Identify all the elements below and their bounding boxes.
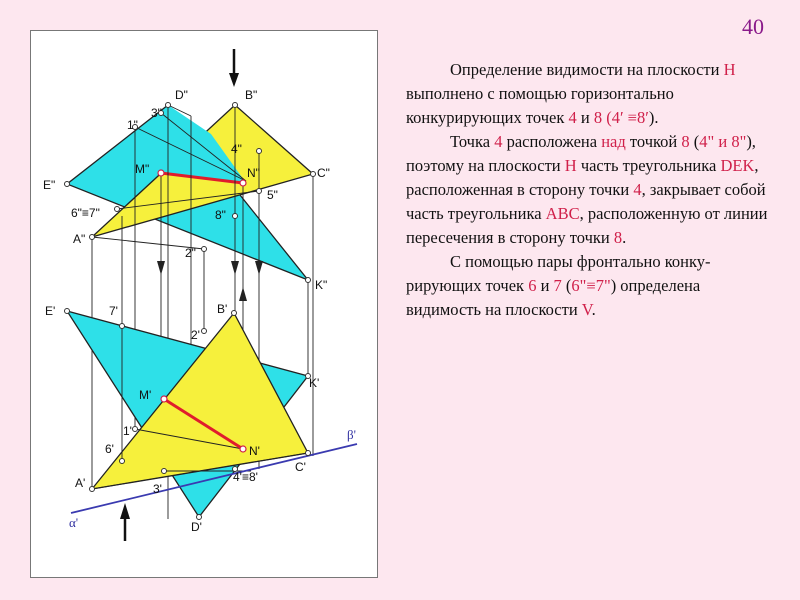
label-m-top: M': [139, 388, 152, 402]
label-a-top: A': [75, 476, 86, 490]
label-2-front: 2": [185, 246, 196, 260]
label-b-front: B": [245, 88, 258, 102]
label-d-top: D': [191, 520, 202, 534]
projection-arrows: [157, 261, 263, 301]
label-beta-trace: β': [347, 427, 356, 442]
label-5-front: 5": [267, 188, 278, 202]
label-1-top: 1': [123, 424, 132, 438]
label-6-7-front: 6"≡7": [71, 206, 100, 220]
label-a-front: A": [73, 232, 86, 246]
slide-number: 40: [742, 14, 764, 39]
up-arrow-icon: [120, 503, 130, 541]
label-8-front: 8": [215, 208, 226, 222]
label-n-front: N": [247, 166, 260, 180]
paragraph-2: Точка 4 расположена над точкой 8 (4" и 8"), поэтому на плоскости H часть треугольника DEK, расположенная в сторону точки 4, закрывает собой часть треугольника ABC, расположенную от линии пересечения в сторону точки 8.: [406, 132, 768, 247]
label-c-top: C': [295, 460, 306, 474]
explanation-text: [406, 58, 776, 322]
drawing-panel: [30, 30, 378, 578]
label-4-front: 4": [231, 142, 242, 156]
label-e-front: E": [43, 178, 56, 192]
label-2-top: 2': [191, 328, 200, 342]
label-alpha-trace: α': [69, 515, 79, 530]
label-k-front: K": [315, 278, 328, 292]
label-c-front: C": [317, 166, 330, 180]
label-m-front: M": [135, 162, 150, 176]
paragraph-3: С помощью пары фронтально конку-рирующих точек 6 и 7 (6"≡7") определена видимость на плоскости V.: [406, 252, 711, 319]
label-e-top: E': [45, 304, 56, 318]
label-7-top: 7': [109, 304, 118, 318]
label-d-front: D": [175, 88, 188, 102]
label-n-top: N': [249, 444, 260, 458]
label-6-top: 6': [105, 442, 114, 456]
label-1-front: 1": [127, 118, 138, 132]
label-3-top: 3': [153, 482, 162, 496]
descriptive-geometry-drawing: [31, 31, 377, 577]
label-k-top: K': [309, 376, 320, 390]
label-3-front: 3": [151, 106, 162, 120]
label-b-top: B': [217, 302, 228, 316]
paragraph-1: Определение видимости на плоскости H выполнено с помощью горизонтально конкурирующих точек 4 и 8 (4′ ≡8′).: [406, 60, 736, 127]
label-4-8-top: 4'≡8': [233, 470, 258, 484]
down-arrow-icon: [229, 49, 239, 87]
